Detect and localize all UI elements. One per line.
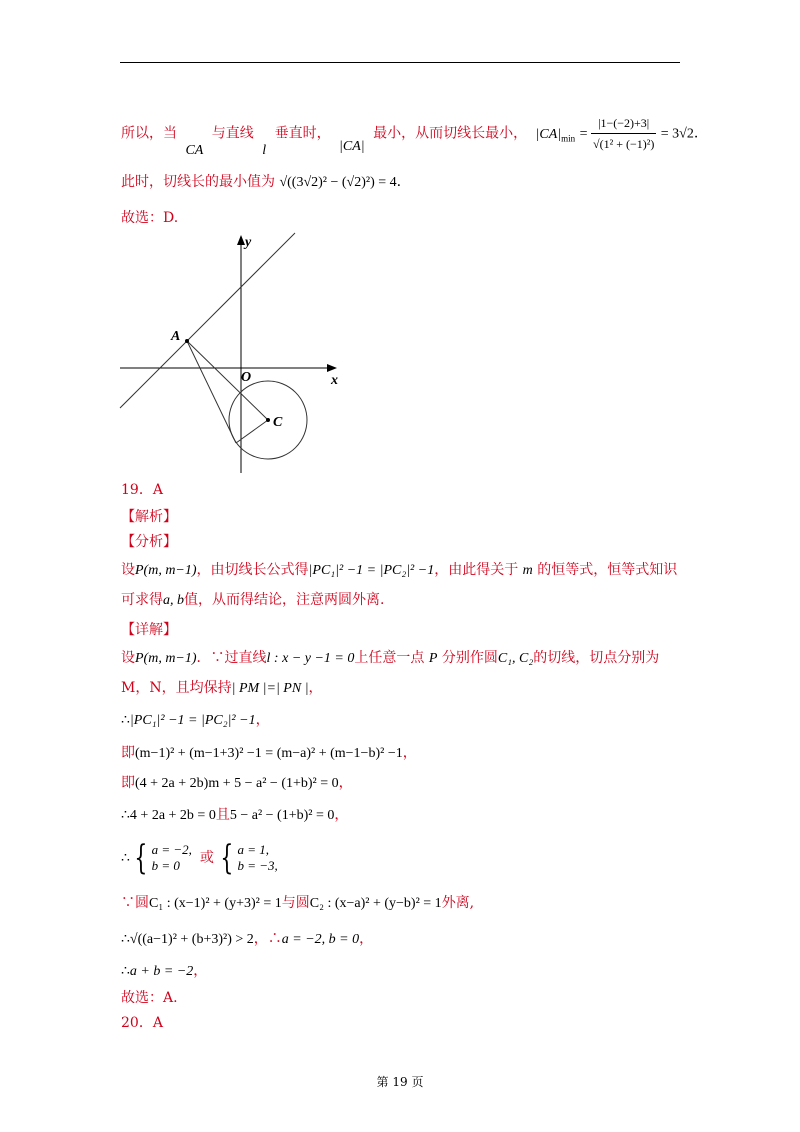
- fraction-denominator: √(1² + (−1)²): [593, 137, 655, 151]
- detail-line-8: [121, 893, 474, 914]
- detail-line-1: [121, 648, 659, 669]
- geometry-figure: [115, 228, 355, 478]
- system-1-a: a = −2,: [151, 842, 192, 857]
- text: M，N，且均保持: [121, 680, 232, 696]
- math-c1c2: C₁, C₂: [497, 651, 534, 666]
- text: 此时，切线长的最小值为: [121, 174, 275, 190]
- text: 最小，从而切线长最小，: [373, 125, 528, 142]
- text: 的切线，切点分别为: [533, 650, 660, 666]
- detail-line-7: [121, 838, 278, 878]
- text: 设: [121, 562, 135, 578]
- detail-line-4: [121, 743, 417, 764]
- text: ，: [193, 963, 208, 979]
- text: 与直线: [211, 125, 254, 142]
- text: 垂直时，: [274, 125, 331, 142]
- detail-line-3: [121, 710, 270, 731]
- math-p: P(m, m−1): [135, 651, 197, 666]
- text: ，由切线长公式得: [196, 562, 309, 578]
- text: 或: [199, 850, 214, 866]
- math-min-ca: |CA|: [535, 126, 562, 142]
- fraction-numerator: |1−(−2)+3|: [591, 113, 656, 134]
- point-a: [185, 339, 189, 343]
- math-l: l: [262, 142, 267, 158]
- math-ca: CA: [185, 142, 204, 158]
- math-eq: a = −2, b = 0: [281, 932, 360, 947]
- text: .: [693, 125, 699, 142]
- label-y: y: [245, 235, 252, 250]
- brace-icon: {: [134, 838, 148, 878]
- question-20-number: 20．A: [121, 1015, 163, 1031]
- text: 即: [121, 745, 135, 761]
- label-c: C: [273, 415, 283, 430]
- text: 即: [121, 775, 135, 791]
- detail-line-5: [121, 773, 353, 794]
- text: 上任意一点: [354, 650, 425, 666]
- math-eq: |PC₁|² −1 = |PC₂|² −1: [129, 713, 256, 728]
- x-axis-arrow-icon: [327, 364, 337, 372]
- math-circle-c2: C₂ : (x−a)² + (y−b)² = 1: [309, 896, 442, 911]
- solution-line-1: 所以，当 CA 与直线 l 垂直时， |CA| 最小，从而切线长最小， $|CA|_{min}$ = $\frac{|1-(-2)+3|}{\text{√(1² + (−1)²)}}$ = 3√2.: [121, 113, 698, 154]
- text: 外离,: [441, 895, 475, 911]
- math-eq: |PC₁|² −1 = |PC₂|² −1: [308, 563, 435, 578]
- system-2-a: a = 1,: [237, 842, 270, 857]
- text: 的恒等式，恒等式知识: [537, 562, 678, 578]
- analysis-line-2: [121, 590, 384, 611]
- question-19-number: 19．A: [121, 482, 163, 498]
- answer-line: 故选：A.: [121, 990, 178, 1006]
- math-eq: a + b = −2: [129, 964, 194, 979]
- math-eq: | PM |=| PN |: [231, 681, 309, 696]
- line-l: [120, 233, 295, 408]
- text: 所以，当: [121, 125, 177, 142]
- text: ∴: [121, 963, 130, 979]
- system-1: [152, 842, 192, 874]
- text: ，: [402, 745, 417, 761]
- text: ，由此得关于: [434, 562, 519, 578]
- text: ∴: [121, 931, 130, 947]
- text: ．∵过直线: [196, 650, 267, 666]
- math-ab: a, b: [163, 593, 184, 608]
- segment-ac: [187, 341, 268, 420]
- math-m: m: [522, 563, 533, 578]
- text: 分别作圆: [441, 650, 498, 666]
- analysis-line-1: [121, 560, 677, 581]
- system-2-b: b = −3,: [237, 858, 278, 873]
- label-a: A: [171, 329, 181, 344]
- detail-line-6: [121, 805, 348, 826]
- point-c: [266, 418, 270, 422]
- text: ，: [359, 931, 374, 947]
- brace-icon: {: [220, 838, 234, 878]
- math-formula: √((3√2)² − (√2)²) = 4: [279, 175, 397, 190]
- answer-line: 故选：D.: [121, 210, 179, 226]
- text: .: [396, 174, 402, 190]
- math-p: P: [428, 651, 438, 666]
- solution-line-2: [121, 172, 401, 193]
- system-2: [238, 842, 278, 874]
- math-min-sub: min: [561, 133, 576, 144]
- detail-line-9: [121, 929, 373, 950]
- text: ∴: [121, 850, 130, 866]
- heading-fenxi: 【分析】: [121, 534, 177, 550]
- text: ，: [338, 775, 353, 791]
- system-1-b: b = 0: [151, 858, 180, 873]
- page-number: 第 19 页: [376, 1075, 424, 1089]
- y-axis-arrow-icon: [237, 235, 245, 245]
- math-result: = 3√2: [660, 126, 694, 142]
- label-o: O: [241, 370, 252, 385]
- math-line-l: l : x − y −1 = 0: [266, 651, 355, 666]
- text: 与圆: [281, 895, 310, 911]
- math-eq: √((a−1)² + (b+3)²) > 2: [129, 932, 254, 947]
- text: ，: [255, 712, 270, 728]
- label-x: x: [331, 373, 338, 388]
- text: 且: [215, 807, 230, 823]
- math-p: P(m, m−1): [135, 563, 197, 578]
- math-eq: 5 − a² − (1+b)² = 0: [229, 808, 335, 823]
- heading-jiexi: 【解析】: [121, 509, 177, 525]
- math-abs-ca: |CA|: [339, 138, 365, 154]
- text: ，: [334, 807, 349, 823]
- text: ∴: [121, 807, 130, 823]
- text: 设: [121, 650, 135, 666]
- header-rule: [120, 62, 680, 63]
- math-eq: (4 + 2a + 2b)m + 5 − a² − (1+b)² = 0: [135, 776, 339, 791]
- text: ∵圆: [121, 895, 149, 911]
- math-circle-c1: C₁ : (x−1)² + (y+3)² = 1: [149, 896, 282, 911]
- text: ∴: [121, 712, 130, 728]
- detail-line-10: [121, 961, 207, 982]
- heading-xiangjie: 【详解】: [121, 622, 177, 638]
- text: 值，从而得结论，注意两圆外离.: [184, 592, 385, 608]
- min-fraction: [591, 113, 656, 154]
- detail-line-2: [121, 678, 323, 699]
- math-eq: (m−1)² + (m−1+3)² −1 = (m−a)² + (m−1−b)² −1: [135, 746, 403, 761]
- text: ，: [308, 680, 323, 696]
- text: 可求得: [121, 592, 163, 608]
- text: ，∴: [253, 931, 282, 947]
- tangent-lower: [187, 341, 236, 443]
- math-eq: 4 + 2a + 2b = 0: [129, 808, 216, 823]
